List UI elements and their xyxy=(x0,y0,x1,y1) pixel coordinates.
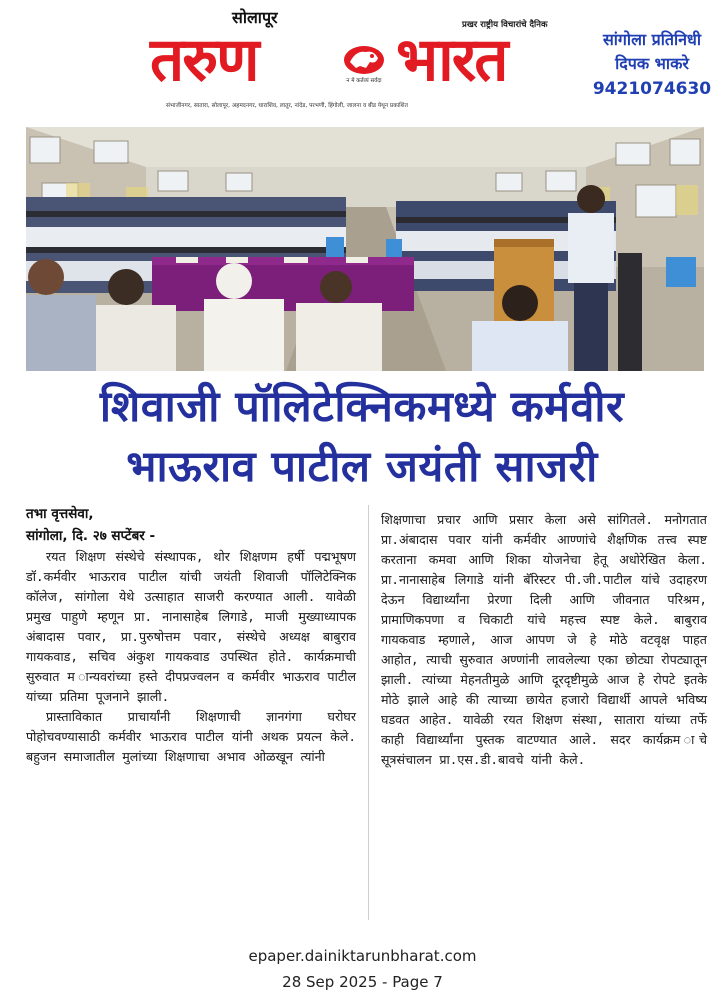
footer-site-link[interactable]: epaper.dainiktarunbharat.com xyxy=(248,947,477,965)
reporter-credit xyxy=(582,28,722,102)
masthead xyxy=(0,0,725,118)
footer-date-page: 28 Sep 2025 - Page 7 xyxy=(282,973,443,991)
masthead-editions: संभाजीनगर, सातारा, सोलापूर, अहमदनगर, धाराशिव, लातूर, नांदेड, परभणी, हिंगोली, जालना व बीड येथून प्रकाशित xyxy=(166,103,408,109)
headline-line-1: शिवाजी पॉलिटेक्निकमध्ये कर्मवीर xyxy=(99,382,625,432)
reporter-phone: 9421074630 xyxy=(592,79,712,99)
masthead-name-part1: तरुण xyxy=(150,25,258,95)
masthead-city: सोलापूर xyxy=(232,8,278,27)
byline-dateline: सांगोला, दि. २७ सप्टेंबर - xyxy=(26,528,156,544)
event-hall-photo xyxy=(26,127,704,371)
article-paragraph-1: रयत शिक्षण संस्थेचे संस्थापक, थोर शिक्षणम हर्षी पद्मभूषण डॉ.कर्मवीर भाऊराव पाटील यांची जयंती शिवाजी पॉलिटेक्निक कॉलेज, सांगोला येथे उत्साहात साजरी करण्यात आली. यावेळी प्रमुख पाहुणे म्हणून प्रा. नानासाहेब लिगाडे, माजी मुख्याध्यापक अंबादास पवार, प्रा.पुरुषोत्तम पवार, संस्थेचे अध्यक्ष बाबुराव गायकवाड, सचिव अंकुश गायकवाड उपस्थित होते. कार्यक्रमाची सुरुवात म ान्यवरांच्या हस्ते दीपप्रज्वलन व कर्मवीर भाऊराव पाटील यांच्या प्रतिमा पूजनाने झाली. xyxy=(26,549,356,704)
reporter-title: सांगोला प्रतिनिधी xyxy=(602,30,702,49)
headline xyxy=(12,377,712,497)
article-paragraph-2: प्रास्ताविकात प्राचार्यांनी शिक्षणाची ज्ञानगंगा घरोघर पोहोचवण्यासाठी कर्मवीर भाऊराव पाटील यांनी अथक प्रयत्न केले. बहुजन समाजातील मुलांच्या शिक्षणाचा अभाव ओळखून त्यांनी xyxy=(26,709,356,764)
masthead-tagline: प्रखर राष्ट्रीय विचारांचे दैनिक xyxy=(462,20,548,30)
masthead-name-part2: भारत xyxy=(396,25,507,95)
lion-emblem-icon xyxy=(336,40,392,84)
headline-line-2: भाऊराव पाटील जयंती साजरी xyxy=(126,442,598,492)
article-column-left xyxy=(26,503,356,767)
article-paragraph-3: शिक्षणाचा प्रचार आणि प्रसार केला असे सांगितले. मनोगतात प्रा.अंबादास पवार यांनी कर्मवीर आण्णांचे शैक्षणिक तत्त्व स्पष्ट करताना कमवा आणि शिका योजनेचा हेतू अधोरेखित केला. प्रा.नानासाहेब लिगाडे यांनी बॅरिस्टर पी.जी.पाटील यांचे उदाहरण देऊन विद्यार्थ्यांना प्रेरणा दिली आणि जीवनात परिश्रम, प्रामाणिकपणा व चिकाटी यांचे महत्त्व स्पष्ट केले. बाबुराव गायकवाड म्हणाले, आज आपण जे हे मोठे वटवृक्ष पाहत आहोत, त्याची सुरुवात अण्णांनी लावलेल्या एका छोट्या रोपट्यातून झाली. त्यांच्या मेहनतीमुळे आणि दूरदृष्टीमुळे आज हे रोपटे इतके मोठे झाले आहे की त्याच्या छायेत हजारो विद्यार्थी आपले भविष्य घडवत आहेत. यावेळी रयत शिक्षण संस्था, सातारा यांच्या तर्फे काही विद्यार्थ्यांना पुस्तक वाटण्यात आले. सदर कार्यक्रम ाचे सूत्रसंचालन प्रा.एस.डी.बावचे यांनी केले. xyxy=(381,512,707,767)
column-divider xyxy=(368,505,369,920)
article-column-right xyxy=(381,510,707,770)
reporter-name: दिपक भाकरे xyxy=(615,54,689,73)
byline-source: तभा वृत्तसेवा, xyxy=(26,506,94,522)
emblem-motto: न मे कर्तव्यं सर्वदा xyxy=(346,78,382,84)
